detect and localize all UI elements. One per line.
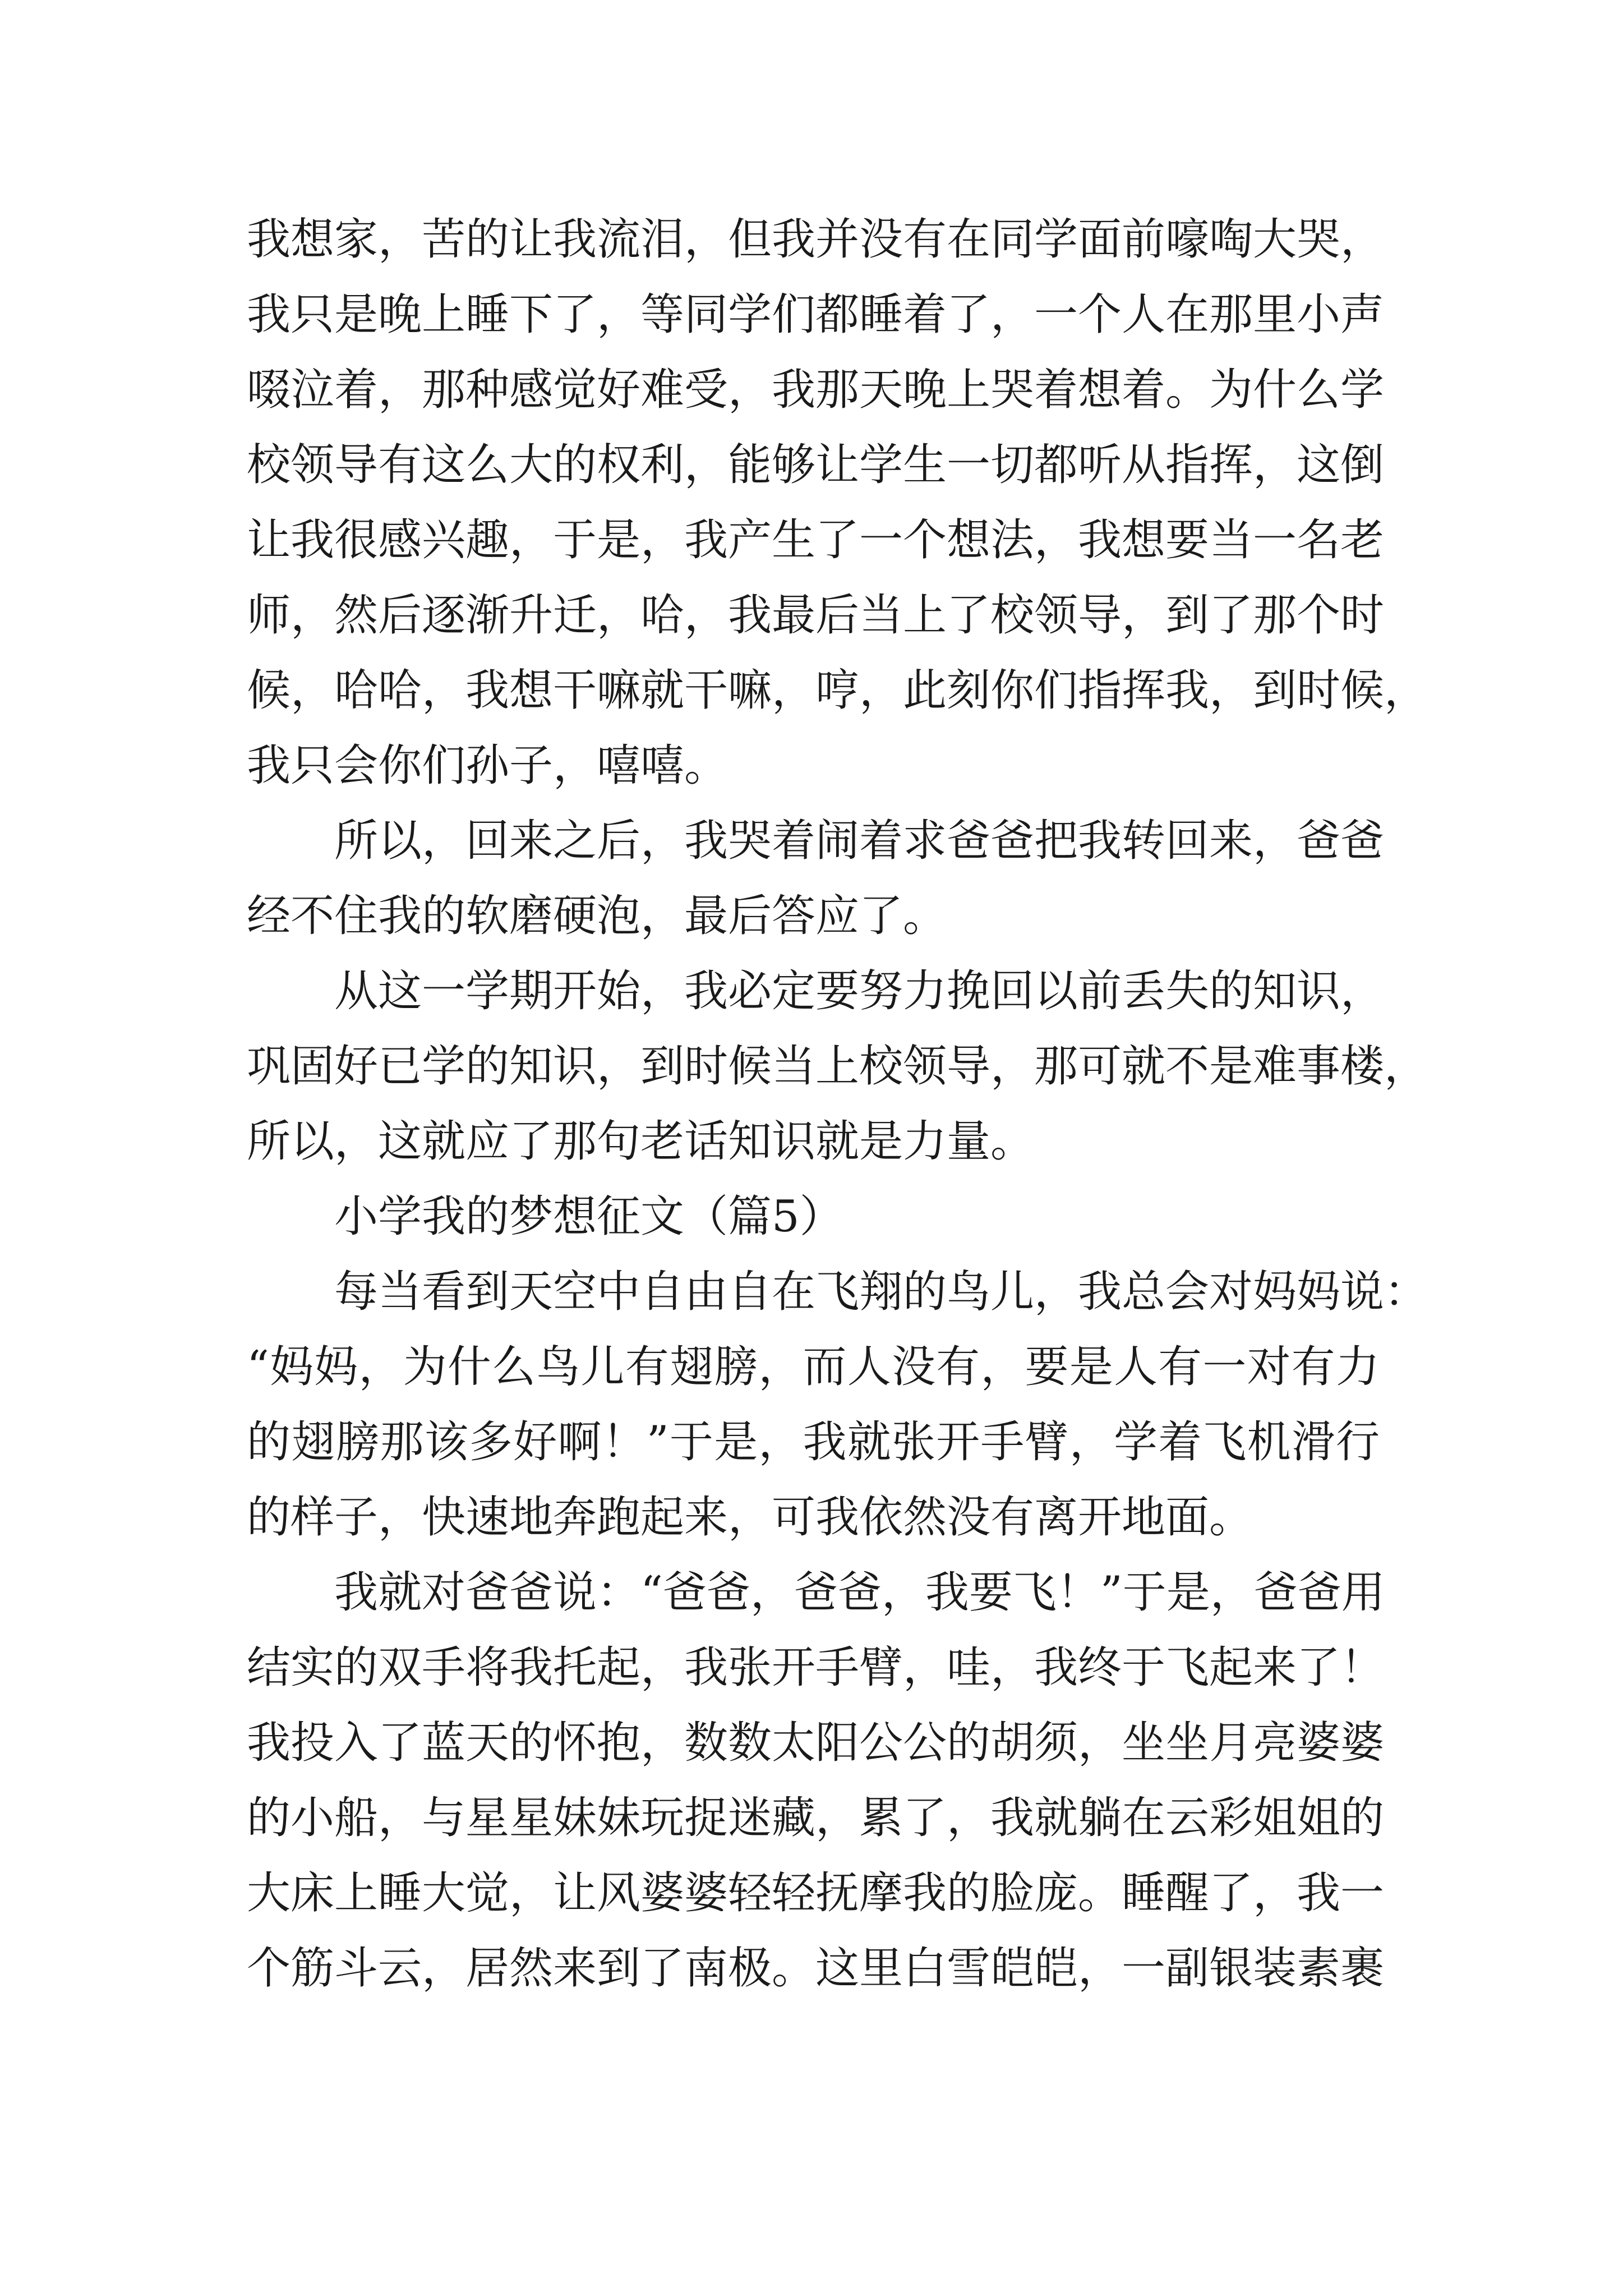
paragraph-start-line: 每当看到天空中自由自在飞翔的鸟儿，我总会对妈妈说： xyxy=(334,1267,1428,1317)
text-line: 结实的双手将我托起，我张开手臂，哇，我终于飞起来了！ xyxy=(247,1642,1385,1693)
text-line: 候，哈哈，我想干嘛就干嘛，哼，此刻你们指挥我，到时候， xyxy=(247,665,1428,716)
text-line: 所以，这就应了那句老话知识就是力量。 xyxy=(247,1116,1035,1167)
text-line: 我只是晚上睡下了，等同学们都睡着了，一个人在那里小声 xyxy=(247,289,1385,340)
text-line: 的样子，快速地奔跑起来，可我依然没有离开地面。 xyxy=(247,1492,1253,1543)
text-line: 让我很感兴趣，于是，我产生了一个想法，我想要当一名老 xyxy=(247,515,1385,565)
section-heading: 小学我的梦想征文（篇5） xyxy=(334,1191,843,1242)
text-line: 大床上睡大觉，让风婆婆轻轻抚摩我的脸庞。睡醒了，我一 xyxy=(247,1868,1385,1918)
text-line: 经不住我的软磨硬泡，最后答应了。 xyxy=(247,891,947,941)
text-line: 我想家，苦的让我流泪，但我并没有在同学面前嚎啕大哭， xyxy=(247,214,1385,265)
essay-body xyxy=(247,202,1428,2006)
paragraph-start-line: 所以，回来之后，我哭着闹着求爸爸把我转回来，爸爸 xyxy=(334,816,1385,866)
text-line: 啜泣着，那种感觉好难受，我那天晚上哭着想着。为什么学 xyxy=(247,365,1385,415)
text-line: 的翅膀那该多好啊！”于是，我就张开手臂，学着飞机滑行 xyxy=(247,1417,1380,1467)
text-line: 校领导有这么大的权利，能够让学生一切都听从指挥，这倒 xyxy=(247,440,1385,490)
text-line: 我投入了蓝天的怀抱，数数太阳公公的胡须，坐坐月亮婆婆 xyxy=(247,1718,1385,1768)
paragraph-start-line: 我就对爸爸说：“爸爸，爸爸，我要飞！”于是，爸爸用 xyxy=(334,1567,1385,1618)
text-line: 的小船，与星星妹妹玩捉迷藏，累了，我就躺在云彩姐姐的 xyxy=(247,1793,1385,1843)
text-line: 我只会你们孙子，嘻嘻。 xyxy=(247,740,728,791)
text-line: 师，然后逐渐升迁，哈，我最后当上了校领导，到了那个时 xyxy=(247,590,1385,641)
text-line: “妈妈，为什么鸟儿有翅膀，而人没有，要是人有一对有力 xyxy=(247,1342,1380,1392)
paragraph-start-line: 从这一学期开始，我必定要努力挽回以前丢失的知识， xyxy=(334,966,1385,1016)
text-line: 巩固好已学的知识，到时候当上校领导，那可就不是难事楼， xyxy=(247,1041,1428,1092)
text-line: 个筋斗云，居然来到了南极。这里白雪皑皑，一副银装素裹 xyxy=(247,1943,1385,1994)
